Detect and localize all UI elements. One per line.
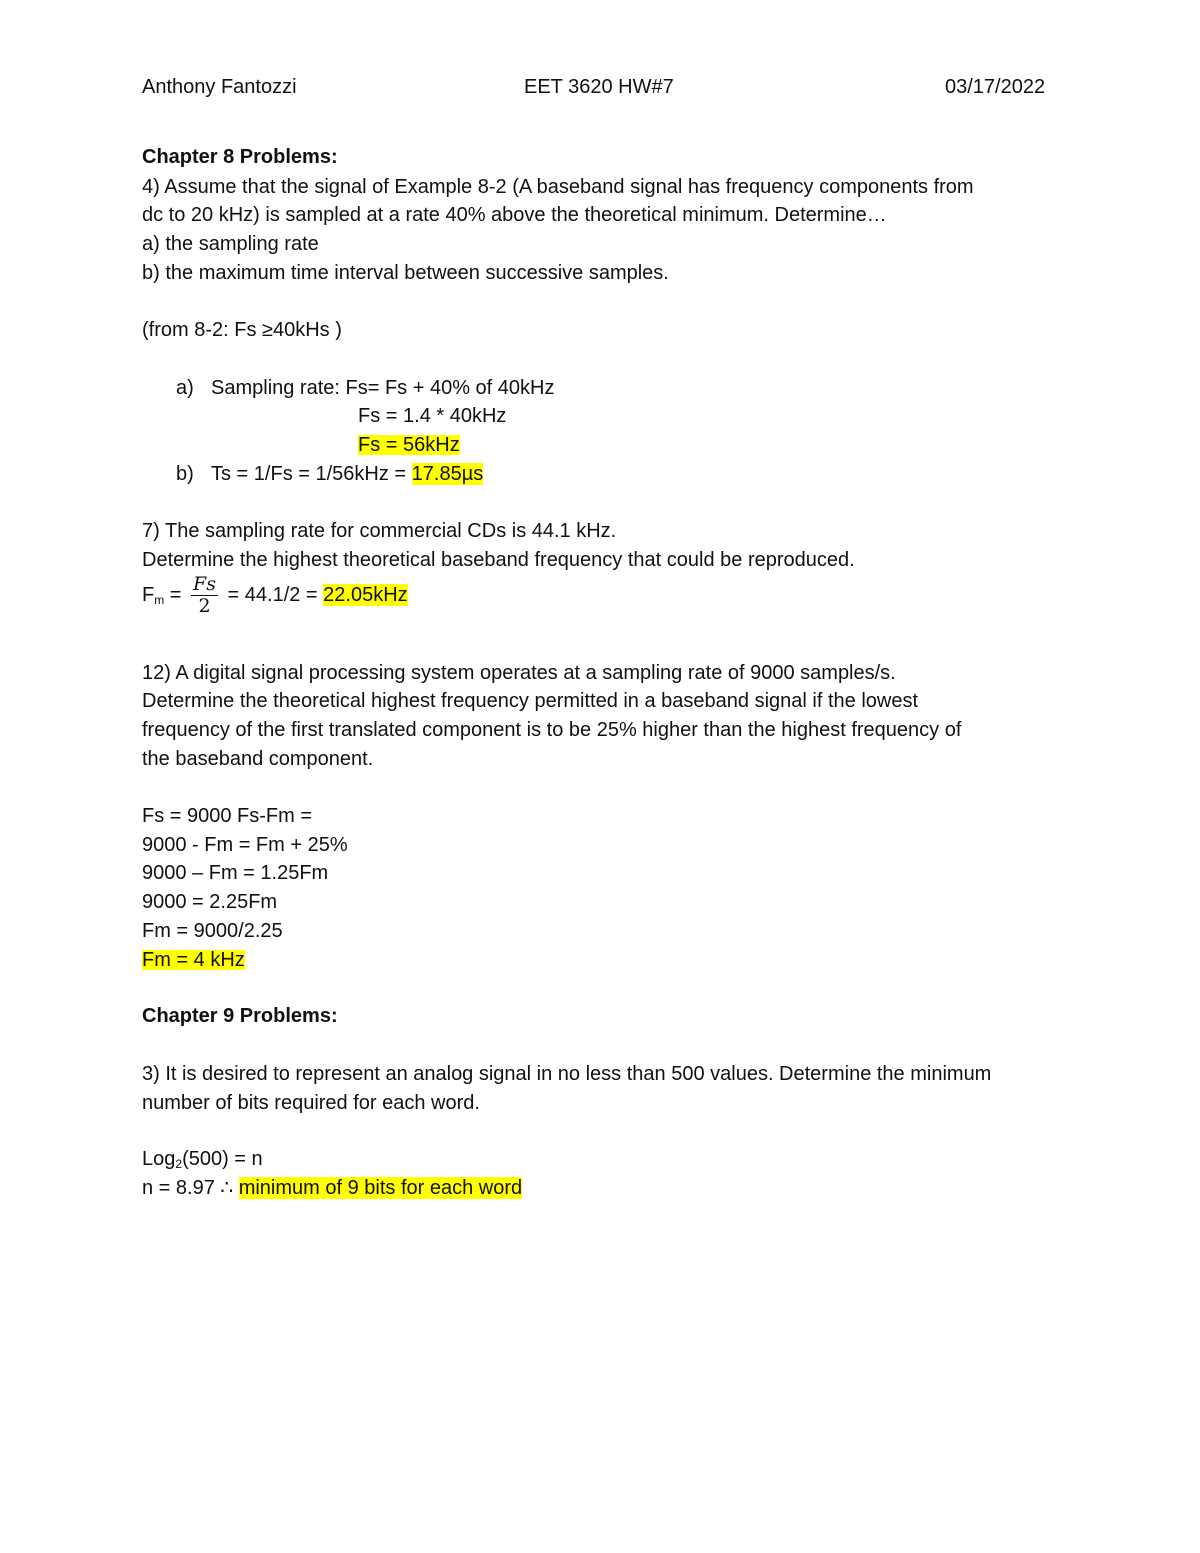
- p12-work-line1: Fs = 9000 Fs-Fm =: [142, 805, 313, 827]
- fs-over-2-fraction: [191, 575, 218, 616]
- p7-result: 22.05kHz: [323, 583, 408, 606]
- fraction-numerator: Fs: [193, 573, 216, 595]
- p4-answer-a-result: Fs = 56kHz: [358, 434, 460, 456]
- p7-calc: = 44.1/2 =: [227, 583, 324, 606]
- log-prefix: Log: [142, 1148, 176, 1170]
- p4-answer-b-calc: Ts = 1/Fs = 1/56kHz =: [211, 463, 412, 485]
- p7-question-line1: 7) The sampling rate for commercial CDs is 44.1 kHz.: [142, 520, 617, 542]
- p12-question-line2: Determine the theoretical highest frequency permitted in a baseband signal if the lowest: [142, 690, 919, 712]
- p4-answer-a-line2: Fs = 1.4 * 40kHz: [358, 405, 507, 427]
- p12-work-line4: 9000 = 2.25Fm: [142, 891, 278, 913]
- p4-answer-a-line1: Sampling rate: Fs= Fs + 40% of 40kHz: [211, 377, 555, 399]
- p4-question-line1: 4) Assume that the signal of Example 8-2 (A baseband signal has frequency components from: [142, 176, 974, 198]
- p12-question-line1: 12) A digital signal processing system operates at a sampling rate of 9000 samples/s.: [142, 662, 896, 684]
- chapter9-heading: Chapter 9 Problems:: [142, 1005, 338, 1027]
- c9p3-log-equation: [142, 1149, 263, 1170]
- p4-reference-note: (from 8-2: Fs ≥40kHs ): [142, 319, 342, 341]
- c9p3-question-line2: number of bits required for each word.: [142, 1092, 480, 1114]
- p4-answer-b-marker: b): [176, 463, 194, 485]
- p12-work-line3: 9000 – Fm = 1.25Fm: [142, 862, 329, 884]
- p12-work-line2: 9000 - Fm = Fm + 25%: [142, 834, 348, 856]
- fm-equals: =: [164, 583, 182, 606]
- c9p3-result-line: [142, 1178, 522, 1198]
- header-date: 03/17/2022: [945, 76, 1046, 98]
- p12-result: Fm = 4 kHz: [142, 949, 245, 971]
- fm-symbol: F: [142, 583, 155, 606]
- p4-question-part-a: a) the sampling rate: [142, 233, 319, 255]
- c9p3-result-prefix: n = 8.97 ∴: [142, 1177, 239, 1199]
- fraction-denominator: 2: [198, 595, 211, 617]
- log-base: 2: [175, 1157, 183, 1171]
- c9p3-result: minimum of 9 bits for each word: [238, 1177, 523, 1199]
- p4-answer-a-marker: a): [176, 377, 194, 399]
- header-course: EET 3620 HW#7: [524, 76, 674, 98]
- header-author: Anthony Fantozzi: [142, 76, 297, 98]
- p7-answer-equation: [142, 575, 408, 616]
- p4-answer-b-result: 17.85µs: [411, 463, 484, 485]
- p7-question-line2: Determine the highest theoretical baseband frequency that could be reproduced.: [142, 549, 855, 571]
- p12-question-line4: the baseband component.: [142, 748, 374, 770]
- p12-question-line3: frequency of the first translated component is to be 25% higher than the highest frequency of: [142, 719, 962, 741]
- chapter8-heading: Chapter 8 Problems:: [142, 146, 338, 168]
- log-suffix: (500) = n: [182, 1148, 263, 1170]
- fm-subscript: m: [154, 592, 165, 607]
- p12-work-line5: Fm = 9000/2.25: [142, 920, 283, 942]
- p4-answer-b-line: [211, 464, 483, 484]
- p4-question-part-b: b) the maximum time interval between successive samples.: [142, 262, 669, 284]
- c9p3-question-line1: 3) It is desired to represent an analog signal in no less than 500 values. Determine the minimum: [142, 1063, 992, 1085]
- p4-question-line2: dc to 20 kHz) is sampled at a rate 40% above the theoretical minimum. Determine…: [142, 204, 887, 226]
